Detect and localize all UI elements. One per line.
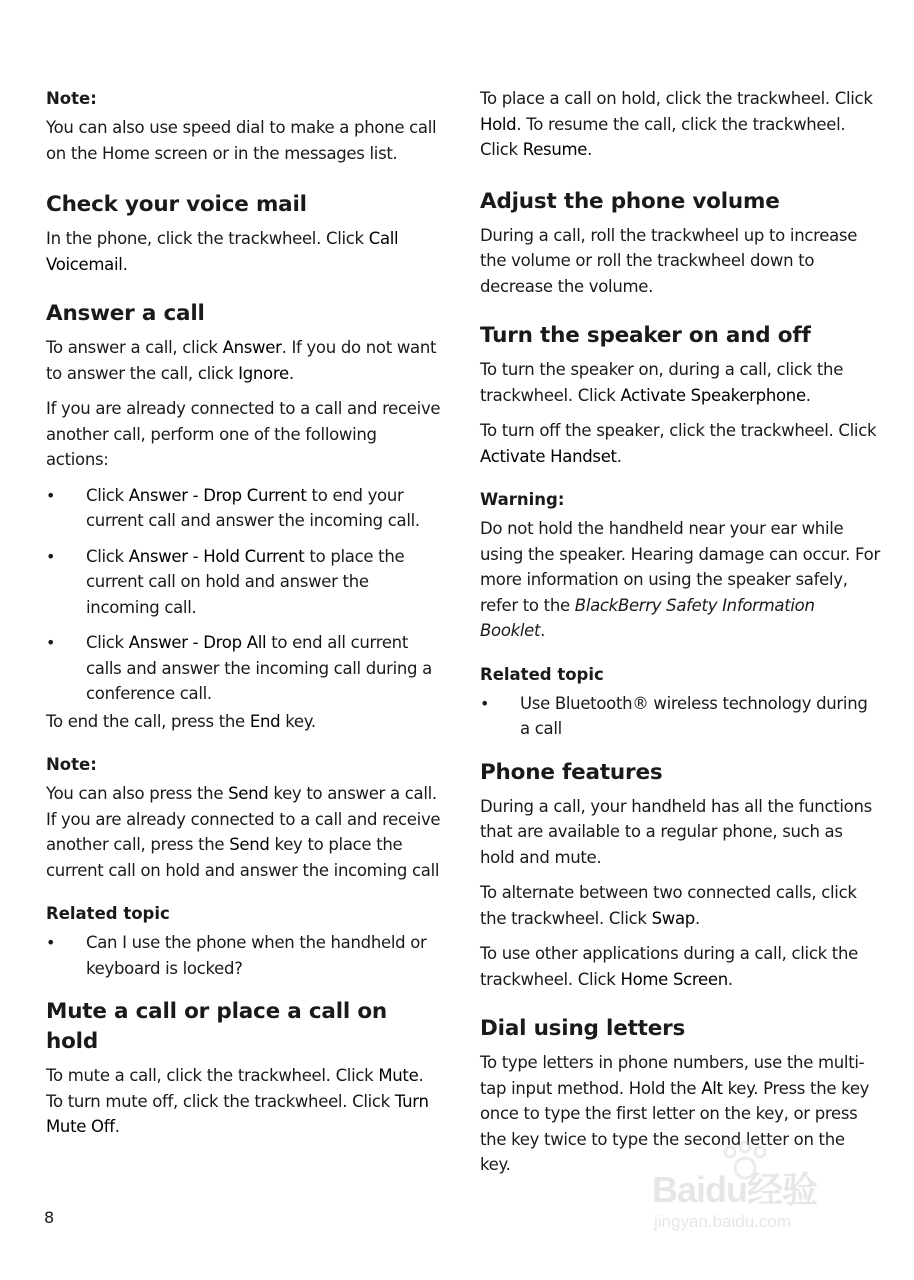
right-column bbox=[480, 86, 880, 1200]
hold-text: To place a call on hold, click the trackwheel. Click Hold. To resume the call, click the trackwheel. Click Resume. bbox=[480, 89, 873, 159]
speaker-off-text: To turn off the speaker, click the trackwheel. Click Activate Handset. bbox=[480, 421, 877, 466]
heading-mute-hold: Mute a call or place a call on hold bbox=[46, 999, 388, 1054]
section-voicemail bbox=[46, 190, 442, 277]
warning-box bbox=[480, 487, 880, 644]
heading-volume: Adjust the phone volume bbox=[480, 188, 780, 214]
heading-answer-call: Answer a call bbox=[46, 301, 205, 326]
section-mute bbox=[46, 997, 442, 1140]
speaker-on-text: To turn the speaker on, during a call, click the trackwheel. Click Activate Speakerphone. bbox=[480, 360, 844, 405]
watermark-logo: Baidu经验 bbox=[652, 1169, 818, 1210]
letters-text: To type letters in phone numbers, use the multi-tap input method. Hold the Alt key. Press the key once to type the first letter on the key, or press the key twice to type the second letter on the key. bbox=[480, 1053, 870, 1174]
section-speaker bbox=[480, 321, 880, 469]
features-text-2: To alternate between two connected calls, click the trackwheel. Click Swap. bbox=[480, 883, 857, 928]
section-volume bbox=[480, 187, 880, 300]
heading-phone-features: Phone features bbox=[480, 759, 663, 785]
answer-options-list bbox=[46, 483, 442, 707]
heading-check-voicemail: Check your voice mail bbox=[46, 192, 307, 217]
note-send-key bbox=[46, 752, 442, 883]
related-topic-label: Related topic bbox=[480, 664, 604, 684]
watermark-url: jingyan.baidu.com bbox=[654, 1212, 792, 1231]
list-item: • Click Answer - Hold Current to place the current call on hold and answer the incoming call. bbox=[46, 546, 405, 617]
volume-text: During a call, roll the trackwheel up to increase the volume or roll the trackwheel down to decrease the volume. bbox=[480, 225, 858, 296]
note-send-text: You can also press the Send key to answer a call. If you are already connected to a call and receive another call, press the Send key to place the current call on hold and answer the incoming call bbox=[46, 784, 441, 880]
baidu-watermark bbox=[640, 1140, 880, 1250]
ui-call-voicemail: Call Voicemail bbox=[46, 229, 399, 274]
ui-answer: Answer bbox=[222, 338, 282, 357]
ui-ignore: Ignore bbox=[238, 363, 289, 383]
voicemail-text: In the phone, click the trackwheel. Click Call Voicemail. bbox=[46, 229, 399, 274]
mute-text: To mute a call, click the trackwheel. Click Mute. To turn mute off, click the trackwheel. Click Turn Mute Off. bbox=[46, 1066, 429, 1136]
features-text-1: During a call, your handheld has all the functions that are available to a regular phone, such as hold and mute. bbox=[480, 796, 872, 867]
related-topic-left bbox=[46, 901, 442, 981]
note-text: You can also use speed dial to make a phone call on the Home screen or in the messages list. bbox=[46, 118, 437, 163]
related-topic-link[interactable]: • Use Bluetooth® wireless technology during a call bbox=[480, 693, 868, 738]
end-call-text: To end the call, press the End key. bbox=[46, 711, 316, 731]
note-label: Note: bbox=[46, 755, 97, 774]
related-topic-link[interactable]: • Can I use the phone when the handheld or keyboard is locked? bbox=[46, 933, 427, 978]
features-text-3: To use other applications during a call, click the trackwheel. Click Home Screen. bbox=[480, 944, 858, 989]
section-answer-call bbox=[46, 299, 442, 734]
related-topic-right bbox=[480, 662, 880, 742]
answer-text-2: If you are already connected to a call and receive another call, perform one of the following actions: bbox=[46, 399, 441, 469]
note-label: Note: bbox=[46, 89, 97, 108]
warning-text: Do not hold the handheld near your ear while using the speaker. Hearing damage can occur. For more information on using the speaker safely, refer to the BlackBerry Safety Information Booklet. bbox=[480, 519, 880, 640]
left-column bbox=[46, 86, 442, 1162]
section-phone-features bbox=[480, 758, 880, 993]
answer-text-1: To answer a call, click Answer. If you do not want to answer the call, click Ignore. bbox=[46, 338, 437, 383]
warning-label: Warning: bbox=[480, 490, 565, 509]
list-item: • Click Answer - Drop Current to end your current call and answer the incoming call. bbox=[46, 485, 420, 530]
heading-speaker: Turn the speaker on and off bbox=[480, 323, 811, 348]
heading-dial-letters: Dial using letters bbox=[480, 1016, 686, 1041]
list-item: • Click Answer - Drop All to end all current calls and answer the incoming call during a conference call. bbox=[46, 633, 432, 703]
related-topic-label: Related topic bbox=[46, 904, 170, 923]
page-number: 8 bbox=[44, 1208, 55, 1227]
